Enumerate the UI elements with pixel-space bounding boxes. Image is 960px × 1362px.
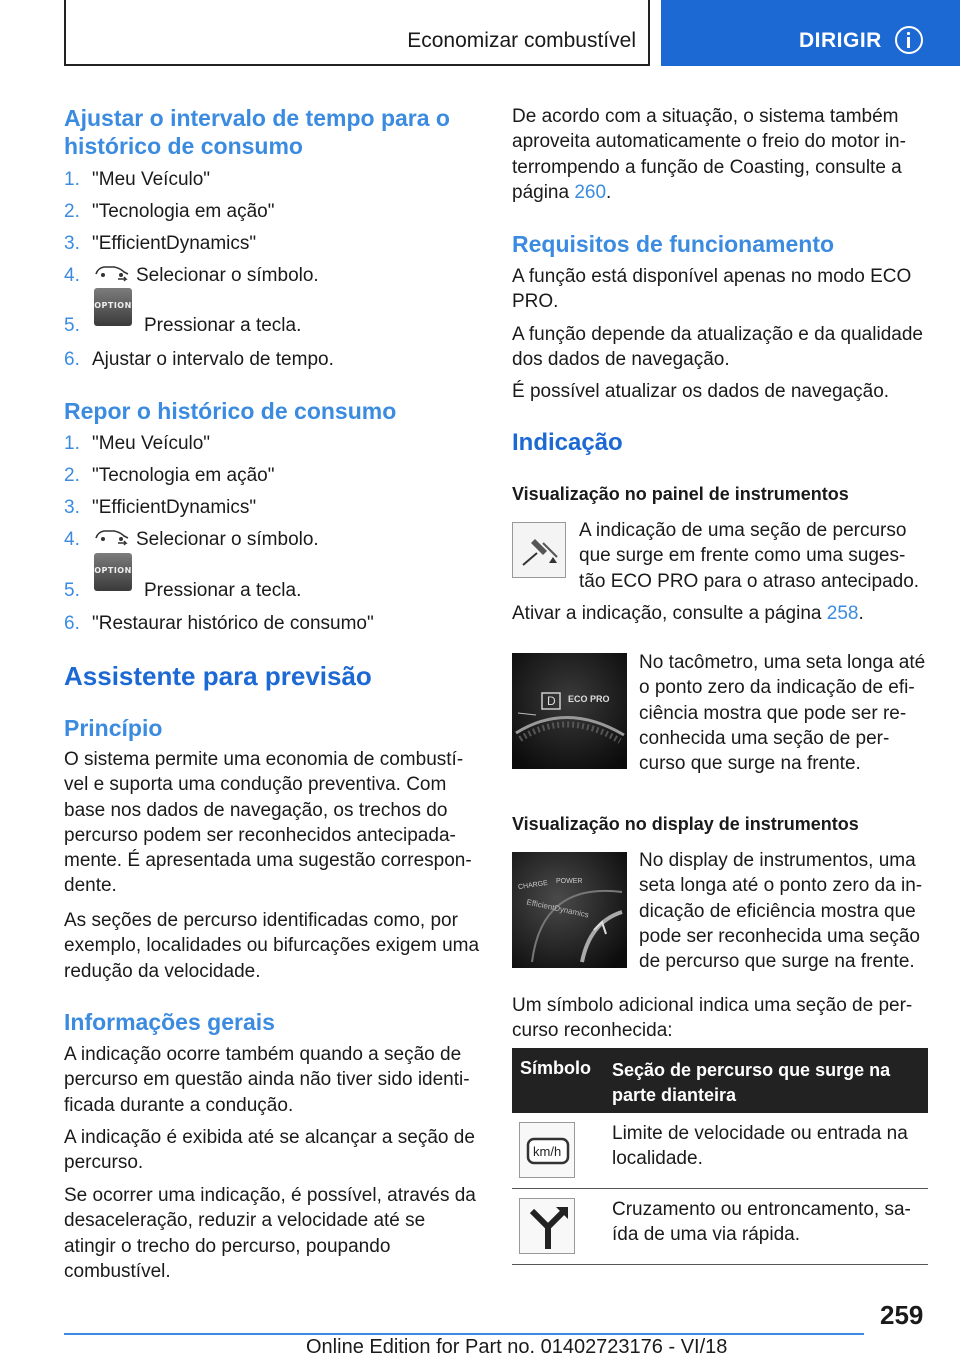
step-number: 1. <box>64 169 80 190</box>
heading-principle: Princípio <box>64 715 163 741</box>
junction-symbol-icon <box>519 1198 575 1254</box>
step-number: 6. <box>64 349 80 370</box>
general-paragraph-3: Se ocorrer uma indicação, é possível, através da desaceleração, reduzir a velocidade até se atingir o trecho do percurso, poupando combustível. <box>64 1185 476 1282</box>
requirements-paragraph-3: É possível atualizar os dados de navegação. <box>512 381 890 402</box>
car-symbol-icon <box>94 526 130 548</box>
step-number: 6. <box>64 613 80 634</box>
step-text: Pressionar a tecla. <box>144 315 302 336</box>
table-row <box>512 1189 928 1265</box>
requirements-paragraph-1: A função está disponível apenas no modo ECO PRO. <box>512 266 912 313</box>
step-number: 5. <box>64 580 80 601</box>
step-text: "Tecnologia em ação" <box>92 201 275 222</box>
eco-warning-symbol-image <box>512 522 566 578</box>
panel-paragraph-1: A indicação de uma seção de percurso que surge em frente como uma suges-tão ECO PRO para o atraso antecipado. <box>579 520 920 592</box>
step-number: 3. <box>64 497 80 518</box>
general-paragraph-2: A indicação é exibida até se alcançar a seção de percurso. <box>64 1127 475 1174</box>
step-text: Ajustar o intervalo de tempo. <box>92 349 334 370</box>
step-text: Selecionar o símbolo. <box>136 529 319 550</box>
heading-panel: Visualização no painel de instrumentos <box>512 484 849 504</box>
list-item <box>64 301 482 342</box>
display-ed-label: EfficientDynamics <box>525 897 590 920</box>
list-item <box>64 200 482 228</box>
display-paragraph-1: No display de instrumentos, uma seta longa até o ponto zero da in-dicação de eficiência mostra que pode ser reconhecida uma seção de percurso que surge na frente. <box>639 850 923 973</box>
list-item <box>64 464 482 492</box>
header-section-box <box>661 0 960 66</box>
header-chapter-box <box>64 0 650 66</box>
tachometer-image <box>512 653 627 769</box>
chapter-title: Economizar combustível <box>407 29 636 52</box>
table-row <box>512 1113 928 1189</box>
principle-paragraph-1: O sistema permite uma economia de combustí-vel e suporta uma condução preventiva. Com base nos dados de navegação, os trechos do percurso podem ser reconhecidos antecipada-mente. É apresentada uma sugestão correspon-dente. <box>64 749 472 897</box>
heading-reset: Repor o histórico de consumo <box>64 398 397 424</box>
step-text: "Meu Veículo" <box>92 433 211 454</box>
heading-general: Informações gerais <box>64 1009 275 1035</box>
step-text: Selecionar o símbolo. <box>136 265 319 286</box>
option-button-icon: OPTION <box>94 553 132 591</box>
list-item <box>64 566 482 607</box>
principle-paragraph-2: As seções de percurso identificadas como, por exemplo, localidades ou bifurcações exigem uma redução da velocidade. <box>64 910 480 982</box>
step-text: "Restaurar histórico de consumo" <box>92 613 374 634</box>
page-number: 259 <box>880 1300 924 1330</box>
display-power-label: POWER <box>556 878 583 885</box>
option-button-icon: OPTION <box>94 288 132 326</box>
display-charge-label: CHARGE <box>517 879 549 892</box>
display-paragraph-2: Um símbolo adicional indica uma seção de per-curso reconhecida: <box>512 995 913 1042</box>
step-text: "Meu Veículo" <box>92 169 211 190</box>
step-text: "EfficientDynamics" <box>92 233 257 254</box>
step-text: "EfficientDynamics" <box>92 497 257 518</box>
step-number: 2. <box>64 465 80 486</box>
step-text: "Tecnologia em ação" <box>92 465 275 486</box>
list-item <box>64 432 482 460</box>
page-link-258[interactable]: 258 <box>826 603 859 624</box>
list-item <box>64 232 482 260</box>
page-link-260[interactable]: 260 <box>574 181 607 203</box>
list-item <box>64 348 482 376</box>
coasting-paragraph: De acordo com a situação, o sistema também aproveita automaticamente o freio do motor in-terrompendo a função de Coasting, consulte a página 260. <box>512 106 906 203</box>
instrument-display-image <box>512 852 627 968</box>
heading-requirements: Requisitos de funcionamento <box>512 231 835 257</box>
info-icon <box>895 26 923 54</box>
speed-limit-symbol-icon <box>519 1122 575 1178</box>
step-number: 3. <box>64 233 80 254</box>
table-cell-text: Cruzamento ou entroncamento, sa-ída de uma via rápida. <box>612 1199 911 1245</box>
gauge-eco-label: ECO PRO <box>568 694 610 704</box>
speed-limit-symbol-label: km/h <box>533 1144 562 1159</box>
panel-paragraph-3: No tacômetro, uma seta longa até o ponto zero da indicação de efi-ciência mostra que pode ser re-conhecida uma seção de per-curso que surge na frente. <box>639 652 926 775</box>
step-number: 5. <box>64 315 80 336</box>
list-item <box>64 496 482 524</box>
list-item <box>64 528 482 556</box>
footer-divider <box>64 1333 864 1335</box>
car-symbol-icon <box>94 262 130 284</box>
table-header-section: Seção de percurso que surge na parte dianteira <box>612 1060 891 1105</box>
list-item <box>64 168 482 196</box>
general-paragraph-1: A indicação ocorre também quando a seção de percurso em questão ainda não tiver sido identi-ficada durante a condução. <box>64 1044 470 1116</box>
table-cell-text: Limite de velocidade ou entrada na localidade. <box>612 1123 908 1169</box>
heading-interval: Ajustar o intervalo de tempo para o histórico de consumo <box>64 105 450 159</box>
step-number: 4. <box>64 529 80 550</box>
panel-paragraph-2: Ativar a indicação, consulte a página 258. <box>512 603 864 624</box>
heading-indication: Indicação <box>512 429 623 456</box>
step-number: 2. <box>64 201 80 222</box>
section-title: DIRIGIR <box>799 29 882 52</box>
footer-edition: Online Edition for Part no. 01402723176 - VI/18 <box>306 1336 728 1358</box>
table-header-symbol: Símbolo <box>520 1058 591 1078</box>
step-number: 1. <box>64 433 80 454</box>
heading-display: Visualização no display de instrumentos <box>512 814 859 834</box>
gauge-gear-label: D <box>547 694 556 708</box>
step-text: Pressionar a tecla. <box>144 580 302 601</box>
requirements-paragraph-2: A função depende da atualização e da qualidade dos dados de navegação. <box>512 324 923 371</box>
symbol-table-header <box>512 1048 928 1113</box>
step-number: 4. <box>64 265 80 286</box>
eco-warning-icon <box>513 523 567 579</box>
list-item <box>64 612 482 640</box>
heading-assistant: Assistente para previsão <box>64 661 372 691</box>
